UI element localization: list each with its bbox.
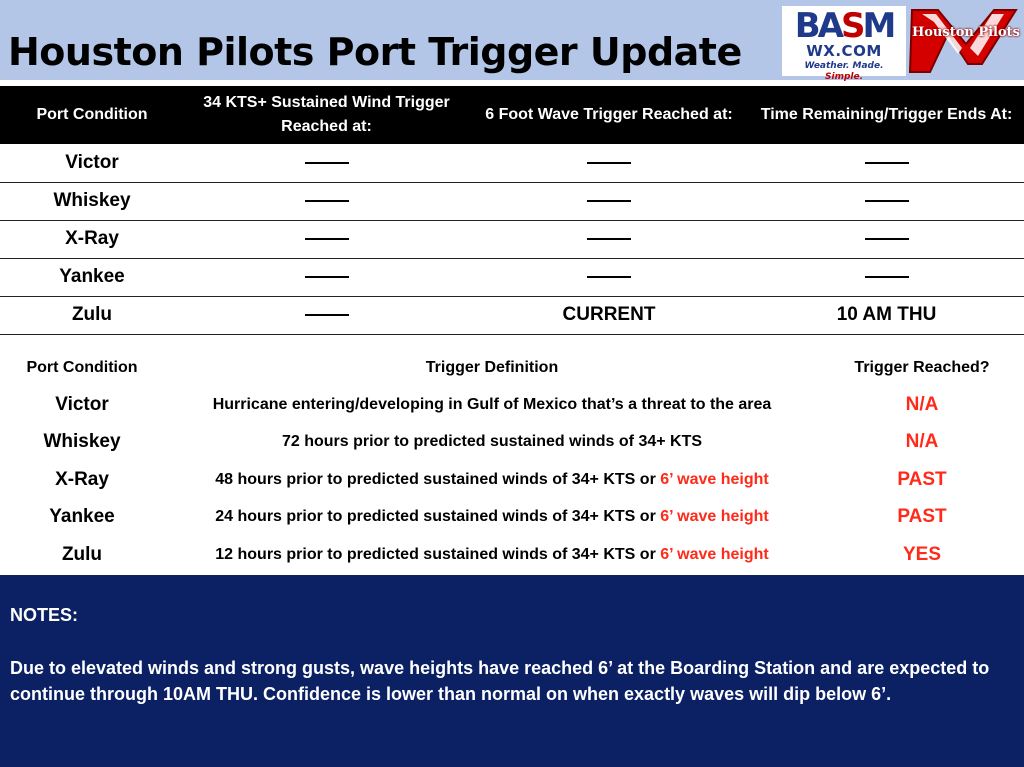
- dash-placeholder: [587, 238, 631, 240]
- dash-placeholder: [865, 238, 909, 240]
- status-condition: X-Ray: [0, 220, 184, 258]
- header-wave-trigger: 6 Foot Wave Trigger Reached at:: [469, 86, 749, 144]
- status-condition: Whiskey: [0, 182, 184, 220]
- status-remaining-cell: [749, 182, 1024, 220]
- definition-text: [164, 461, 820, 499]
- definition-row-victor: [0, 386, 1024, 424]
- notes-title: NOTES:: [10, 605, 79, 625]
- definition-row-x-ray: [0, 461, 1024, 499]
- dash-placeholder: [305, 276, 349, 278]
- status-wind-cell: [184, 220, 469, 258]
- dash-placeholder: [305, 162, 349, 164]
- status-wind-cell: [184, 258, 469, 296]
- status-row-whiskey: [0, 182, 1024, 220]
- trigger-reached-status: N/A: [905, 431, 939, 453]
- status-remaining-cell: [749, 144, 1024, 182]
- header-wind-trigger: 34 KTS+ Sustained Wind Trigger Reached at:: [184, 86, 469, 144]
- page-title: Houston Pilots Port Trigger Update: [8, 30, 742, 74]
- header-port-condition: Port Condition: [26, 359, 138, 376]
- basm-tagline-part2: Simple.: [825, 72, 863, 82]
- definition-row-whiskey: [0, 424, 1024, 462]
- trigger-reached-status: N/A: [905, 393, 939, 415]
- dash-placeholder: [305, 314, 349, 316]
- basm-logo-letter-m: M: [862, 6, 894, 46]
- definition-table-header-row: [0, 350, 1024, 386]
- dash-placeholder: [865, 162, 909, 164]
- status-condition: Yankee: [0, 258, 184, 296]
- definition-text: [164, 499, 820, 537]
- definition-text: [164, 386, 820, 424]
- status-wind-cell: [184, 182, 469, 220]
- status-row-victor: [0, 144, 1024, 182]
- definition-condition: Victor: [55, 393, 109, 415]
- header-trigger-reached: Trigger Reached?: [854, 359, 990, 376]
- header-port-condition: Port Condition: [0, 86, 184, 144]
- basm-logo: [782, 6, 906, 82]
- status-remaining-cell: [749, 220, 1024, 258]
- header-trigger-definition: Trigger Definition: [425, 359, 559, 376]
- definition-text-highlight: 6’ wave height: [660, 470, 769, 488]
- basm-logo-letter-s: S: [840, 6, 863, 46]
- status-wave-cell: [469, 144, 749, 182]
- houston-pilots-logo: [908, 4, 1020, 76]
- basm-logo-wordmark: [784, 8, 904, 44]
- definition-text-highlight: 6’ wave height: [660, 508, 769, 526]
- definition-condition: Yankee: [49, 506, 115, 528]
- dash-placeholder: [587, 162, 631, 164]
- port-trigger-status-table: [0, 86, 1024, 335]
- status-wave-cell: [469, 182, 749, 220]
- trigger-reached-status: PAST: [897, 468, 947, 490]
- status-wind-cell: [184, 296, 469, 334]
- status-row-yankee: [0, 258, 1024, 296]
- definition-text-main: 12 hours prior to predicted sustained winds of 34+ KTS or: [215, 545, 661, 563]
- basm-tagline-part1: Weather. Made.: [804, 61, 884, 71]
- dash-placeholder: [865, 276, 909, 278]
- dash-placeholder: [305, 238, 349, 240]
- dash-placeholder: [587, 276, 631, 278]
- status-wave-cell: [469, 220, 749, 258]
- definition-text-main: 72 hours prior to predicted sustained winds of 34+ KTS: [281, 433, 703, 451]
- definition-condition: Whiskey: [43, 431, 121, 453]
- definition-condition: Zulu: [61, 543, 103, 565]
- status-wind-cell: [184, 144, 469, 182]
- definition-text-main: Hurricane entering/developing in Gulf of Mexico that’s a threat to the area: [212, 395, 772, 413]
- status-table-header-row: [0, 86, 1024, 144]
- definition-row-yankee: [0, 499, 1024, 537]
- definition-text-highlight: 6’ wave height: [660, 545, 769, 563]
- notes-panel: [0, 575, 1024, 767]
- trigger-definition-table: [0, 350, 1024, 574]
- header-band: [0, 0, 1024, 80]
- definition-text-main: 48 hours prior to predicted sustained winds of 34+ KTS or: [215, 470, 661, 488]
- status-condition: Zulu: [0, 296, 184, 334]
- dash-placeholder: [865, 200, 909, 202]
- basm-logo-letters-ba: BA: [794, 6, 841, 46]
- definition-condition: X-Ray: [55, 468, 109, 490]
- status-condition: Victor: [0, 144, 184, 182]
- houston-pilots-emblem-icon: [908, 4, 1020, 76]
- status-remaining-cell: 10 AM THU: [749, 296, 1024, 334]
- basm-logo-tagline: [784, 61, 904, 83]
- status-remaining-cell: [749, 258, 1024, 296]
- status-row-x-ray: [0, 220, 1024, 258]
- notes-body: Due to elevated winds and strong gusts, wave heights have reached 6’ at the Boarding Station and are expected to continue through 10AM THU. Confidence is lower than normal on when exactly waves will dip below 6’.: [10, 658, 990, 704]
- definition-text: [164, 424, 820, 462]
- status-row-zulu: [0, 296, 1024, 334]
- houston-pilots-logo-text: Houston Pilots: [911, 25, 1020, 40]
- dash-placeholder: [587, 200, 631, 202]
- dash-placeholder: [305, 200, 349, 202]
- trigger-reached-status: PAST: [897, 506, 947, 528]
- status-wave-cell: [469, 258, 749, 296]
- header-time-remaining: Time Remaining/Trigger Ends At:: [749, 86, 1024, 144]
- definition-row-zulu: [0, 536, 1024, 574]
- definition-text: [164, 536, 820, 574]
- trigger-reached-status: YES: [902, 543, 942, 565]
- definition-text-main: 24 hours prior to predicted sustained winds of 34+ KTS or: [215, 508, 661, 526]
- basm-logo-domain: WX.COM: [806, 42, 882, 60]
- status-wave-cell: CURRENT: [469, 296, 749, 334]
